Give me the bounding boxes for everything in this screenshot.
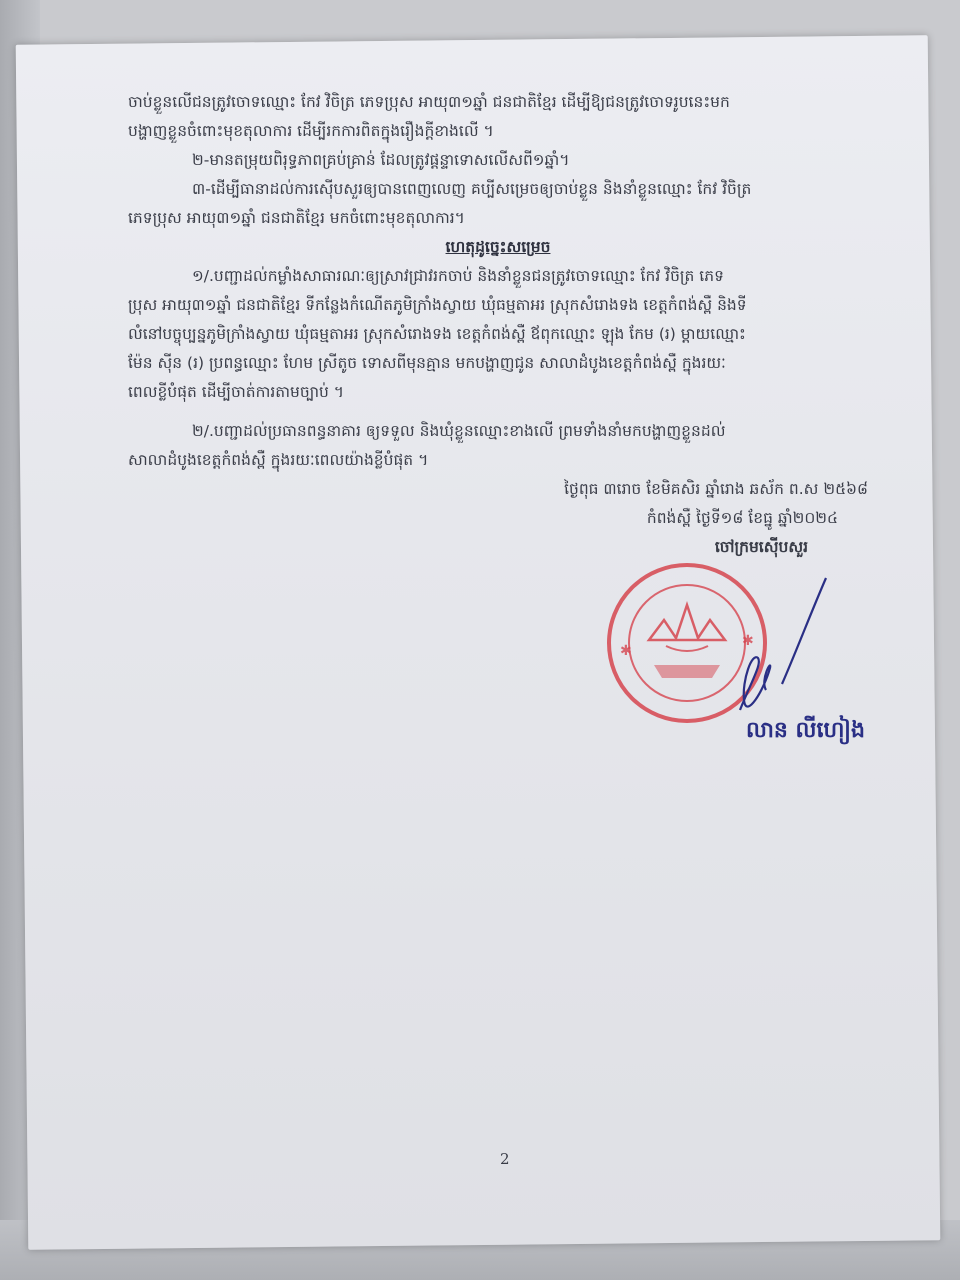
order-line: ប្រុស អាយុ៣១ឆ្នាំ ជនជាតិខ្មែរ ទីកន្លែងកំណើតភូមិក្រាំងស្វាយ ឃុំធម្មតាអរ ស្រុកសំរោងទង ខេត្តកំពង់ស្ពឺ និងទី: [128, 296, 747, 314]
svg-text:✱: ✱: [742, 633, 754, 649]
body-line: បង្ហាញខ្លួនចំពោះមុខតុលាការ ដើម្បីរកការពិតក្នុងរឿងក្តីខាងលើ ។: [128, 122, 494, 140]
signature: [700, 560, 840, 730]
body-line: ចាប់ខ្លួនលើជនត្រូវចោទឈ្មោះ កែវ វិចិត្រ ភេទប្រុស អាយុ៣១ឆ្នាំ ជនជាតិខ្មែរ ដើម្បីឱ្យជនត្រូវចោទរូបនេះមក: [128, 93, 730, 111]
order-line: ១/.បញ្ជាដល់កម្លាំងសាធារណៈឲ្យស្រាវជ្រាវរកចាប់ និងនាំខ្លួនជនត្រូវចោទឈ្មោះ កែវ វិចិត្រ ភេទ: [192, 267, 724, 285]
order-line: សាលាដំបូងខេត្តកំពង់ស្ពឺ ក្នុងរយៈពេលយ៉ាងខ្លីបំផុត ។: [128, 451, 429, 469]
place-date: កំពង់ស្ពឺ ថ្ងៃទី១៨ ខែធ្នូ ឆ្នាំ២០២៤: [646, 509, 838, 527]
order-line: ម៉ែន ស៊ីន (រ) ប្រពន្ធឈ្មោះ ហែម ស្រីតូច ទោសពីមុនគ្មាន មកបង្ហាញជូន សាលាដំបូងខេត្តកំពង់ស្ពឺ ក្នុងរយៈ: [128, 354, 726, 372]
signer-name: លាន លីហៀង: [746, 718, 865, 743]
signer-title: ចៅក្រមស៊ើបសួរ: [714, 538, 808, 556]
body-line: ៣-ដើម្បីធានាដល់ការស៊ើបសួរឲ្យបានពេញលេញ គប្បីសម្រេចឲ្យចាប់ខ្លួន និងនាំខ្លួនឈ្មោះ កែវ វិចិត្រ: [192, 180, 752, 198]
page-number: 2: [500, 1150, 510, 1168]
lunar-date: ថ្ងៃពុធ ៣រោច ខែមិគសិរ ឆ្នាំរោង ឆស័ក ព.ស ២៥៦៨: [564, 480, 868, 498]
svg-text:✱: ✱: [620, 643, 632, 659]
order-line: លំនៅបច្ចុប្បន្នភូមិក្រាំងស្វាយ ឃុំធម្មតាអរ ស្រុកសំរោងទង ខេត្តកំពង់ស្ពឺ ឪពុកឈ្មោះ ឡុង កែម (រ) ម្តាយឈ្មោះ: [128, 325, 746, 343]
document-body: [128, 88, 868, 562]
order-line: ពេលខ្លីបំផុត ដើម្បីចាត់ការតាមច្បាប់ ។: [128, 383, 345, 401]
body-line: ភេទប្រុស អាយុ៣១ឆ្នាំ ជនជាតិខ្មែរ មកចំពោះមុខតុលាការ។: [128, 209, 465, 227]
order-line: ២/.បញ្ជាដល់ប្រធានពន្ធនាគារ ឲ្យទទួល និងឃុំខ្លួនឈ្មោះខាងលើ ព្រមទាំងនាំមកបង្ហាញខ្លួនដល់: [192, 422, 726, 440]
body-line: ២-មានតម្រុយពិរុទ្ធភាពគ្រប់គ្រាន់ ដែលត្រូវផ្តន្ទាទោសលើសពី១ឆ្នាំ។: [192, 151, 570, 169]
section-heading: ហេតុដូច្នេះសម្រេច: [445, 238, 551, 256]
